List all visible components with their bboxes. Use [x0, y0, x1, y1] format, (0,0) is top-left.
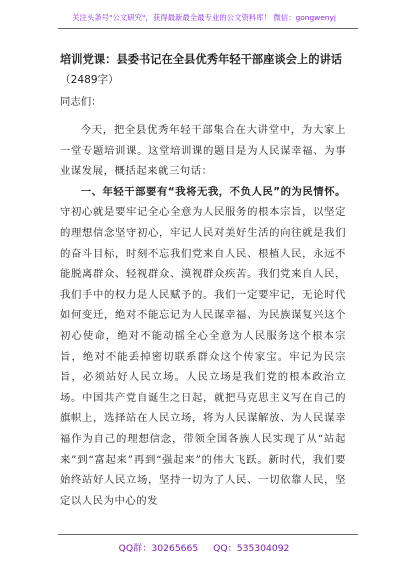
salutation: 同志们： — [60, 96, 102, 108]
section-heading: 一、年轻干部要有“我将无我，不负人民”的为民情怀。 — [80, 185, 346, 198]
footer-contact — [0, 540, 408, 554]
footer-divider — [58, 534, 358, 535]
qq-label: QQ：535304092 — [213, 543, 290, 554]
header-divider — [58, 28, 358, 29]
section-body: 守初心就是要牢记全心全意为人民服务的根本宗旨，以坚定的理想信念坚守初心，牢记人民对美好生活的向往就是我们的奋斗目标，时刻不忘我们党来自人民、根植人民，永远不能脱离群众、轻视群众、漠视群众疾苦。我们党来自人民，我们手中的权力是人民赋予的。我们一定要牢记，无论时代如何变迁，绝对不能忘记为人民谋幸福、为民族谋复兴这个初心使命，绝对不能动摇全心全意为人民服务这个根本宗旨，绝对不能丢掉密切联系群众这个传家宝。牢记为民宗旨，必须站好人民立场。人民立场是我们党的根本政治立场。中国共产党自诞生之日起，就把马克思主义写在自己的旗帜上，选择站在人民立场，将为人民谋解放、为人民谋幸福作为自己的理想信念，带领全国各族人民实现了从“站起来”到“富起来”再到“强起来”的伟大飞跃。新时代，我们要始终站好人民立场，坚持一切为了人民、一切依靠人民，坚定以人民为中心的发 — [60, 206, 346, 507]
word-count: （2489字） — [60, 74, 119, 86]
paragraph-section-one — [60, 182, 346, 512]
document-title: 培训党课：县委书记在全县优秀年轻干部座谈会上的讲话 — [60, 53, 343, 66]
document-body — [60, 50, 346, 511]
paragraph-intro: 今天，把全县优秀年轻干部集合在大讲堂中，为大家上一堂专题培训课。这堂培训课的题目是为人民谋幸福、为事业谋发展，概括起来就三句话： — [60, 124, 346, 178]
header-banner: 关注头条号"公文研究"，获得最新最全最专业的公文资料库！ 微信：gongwenyj — [72, 13, 336, 22]
qq-group-label: QQ群：30265665 — [118, 543, 199, 554]
